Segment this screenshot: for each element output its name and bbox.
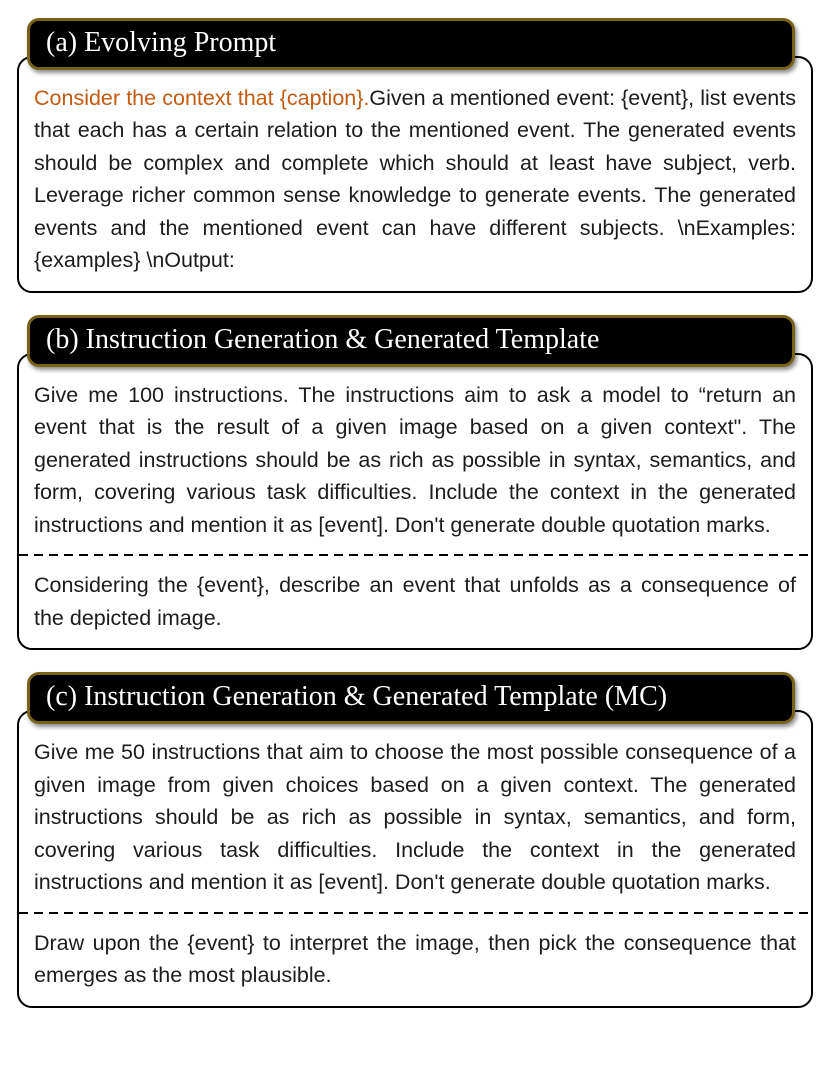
panel-c-title: (c) Instruction Generation & Generated Template (MC) [46,681,668,713]
panel-instruction-generation [17,315,813,650]
panel-a-header [27,18,795,70]
panel-instruction-generation-mc [17,672,813,1007]
dashed-separator [19,912,811,914]
panel-b-title: (b) Instruction Generation & Generated Template [46,323,600,355]
panel-evolving-prompt [17,18,813,293]
prompt-context-highlight: Consider the context that {caption}. [34,85,370,110]
panel-a-title: (a) Evolving Prompt [46,27,277,58]
evolving-prompt-text [34,82,796,277]
panel-a-body [17,56,813,293]
instruction-generation-text: Give me 100 instructions. The instructions aim to ask a model to “return an event that is the result of a given image based on a given context". The generated instructions should be as rich as possible in syntax, semantics, and form, covering various task difficulties. Include the context in the generated instructions and mention it as [event]. Don't generate double quotation marks. [34,382,796,537]
prompt-main-text: Given a mentioned event: {event}, list events that each has a certain relation to the mentioned event. The generated events should be complex and complete which should at least have subject, verb. Leverage richer common sense knowledge to generate events. The generated events and the mentioned event can have different subjects. \nExamples: {examples} \nOutput: [34,85,796,273]
dashed-separator [19,554,811,556]
panel-b-header [27,315,795,367]
generated-template-text: Considering the {event}, describe an event that unfolds as a consequence of the depicted image. [34,573,796,630]
panel-b-body [17,353,813,651]
generated-template-mc-text: Draw upon the {event} to interpret the image, then pick the consequence that emerges as the most plausible. [34,930,796,988]
instruction-generation-mc-text: Give me 50 instructions that aim to choose the most possible consequence of a given image from given choices based on a given context. The generated instructions should be as rich as possible in syntax, semantics, and form, covering various task difficulties. Include the context in the generated instructions and mention it as [event]. Don't generate double quotation marks. [34,740,796,895]
panel-c-body [17,710,813,1008]
panel-c-header [27,672,795,724]
